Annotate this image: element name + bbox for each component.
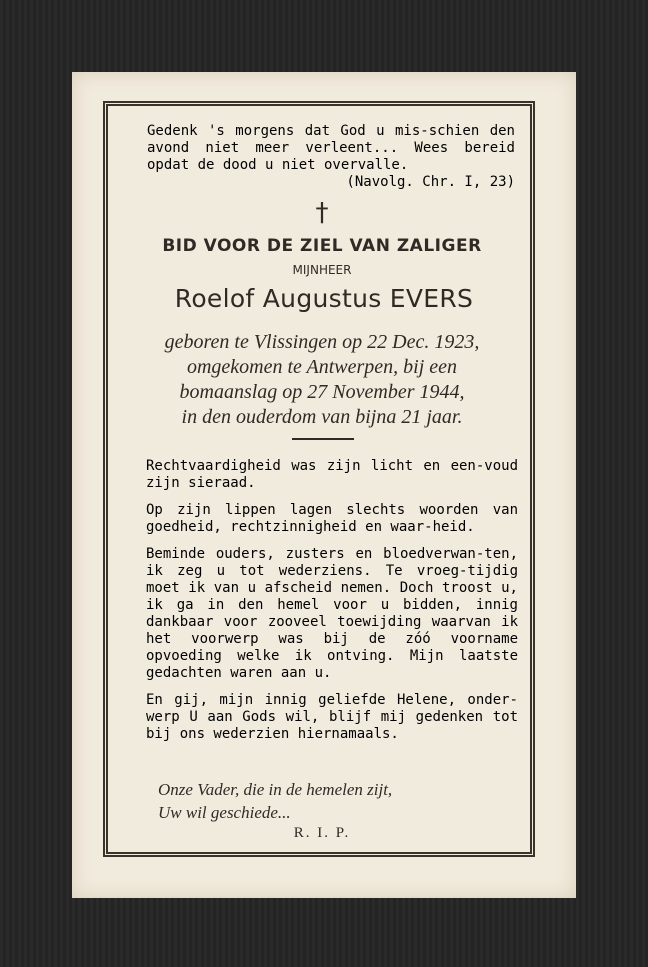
- divider: [292, 438, 354, 440]
- prayer-heading: BID VOOR DE ZIEL VAN ZALIGER: [162, 236, 482, 256]
- deceased-name: Roelof Augustus EVERS: [174, 284, 474, 313]
- opening-quote: [147, 123, 515, 191]
- honorific: MIJNHEER: [292, 263, 352, 277]
- closing-rip: R. I. P.: [293, 825, 351, 841]
- paragraph: Op zijn lippen lagen slechts woorden van goedheid, rechtzinnigheid en waar-heid.: [146, 502, 518, 535]
- bio-line: geboren te Vlissingen op 22 Dec. 1923,: [164, 331, 480, 353]
- memorial-text: [146, 458, 518, 753]
- bio-line: bomaanslag op 27 November 1944,: [179, 381, 465, 403]
- quote-text: Gedenk 's morgens dat God u mis-schien den avond niet meer verleent... Wees bereid opdat de dood u niet overvalle.: [147, 123, 515, 173]
- paragraph: Beminde ouders, zusters en bloedverwan-ten, ik zeg u tot wederziens. Te vroeg-tijdig moet ik van u afscheid nemen. Doch troost u, ik ga in den hemel voor u bidden, innig dankbaar voor zooveel toewijding waarvan ik het voorwerp was bij de zóó voorname opvoeding welke ik ontving. Mijn laatste gedachten waren aan u.: [146, 546, 518, 681]
- cross-icon: †: [315, 198, 329, 228]
- biography: [120, 330, 524, 430]
- quote-reference: (Navolg. Chr. I, 23): [346, 174, 515, 190]
- bio-line: in den ouderdom van bijna 21 jaar.: [181, 406, 463, 428]
- prayer-line: Uw wil geschiede...: [158, 803, 291, 822]
- paragraph: Rechtvaardigheid was zijn licht en een-voud zijn sieraad.: [146, 458, 518, 491]
- prayer-line: Onze Vader, die in de hemelen zijt,: [158, 780, 393, 799]
- paragraph: En gij, mijn innig geliefde Helene, onder-werp U aan Gods wil, blijf mij gedenken tot bij ons wederzien hiernamaals.: [146, 692, 518, 742]
- prayer-lines: [158, 778, 498, 824]
- bio-line: omgekomen te Antwerpen, bij een: [186, 356, 458, 378]
